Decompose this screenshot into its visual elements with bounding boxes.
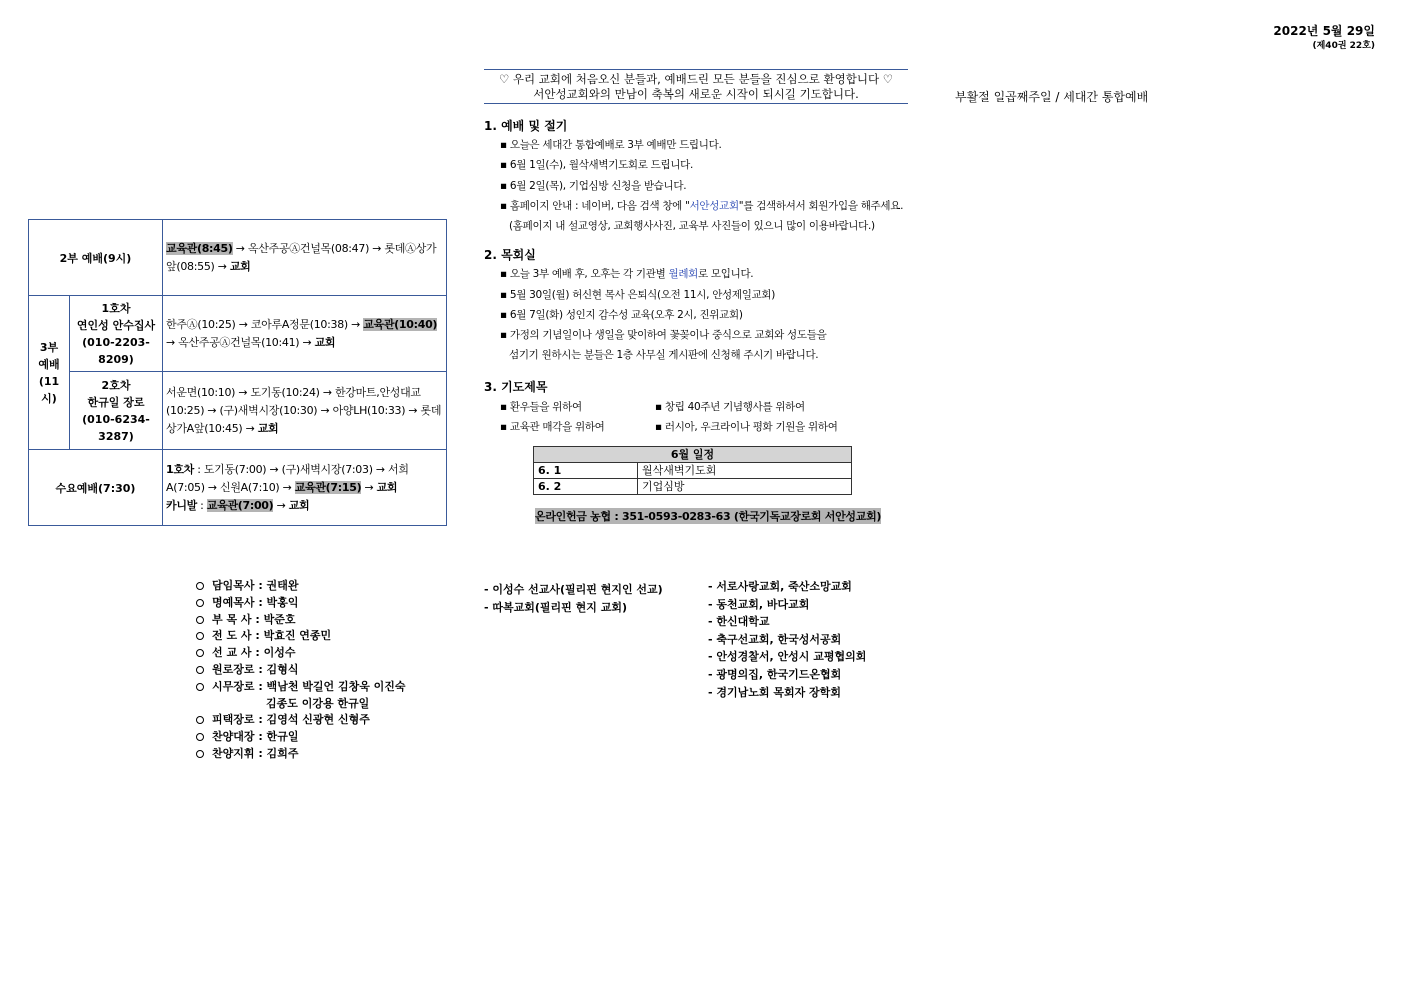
service-subtitle: 부활절 일곱째주일 / 세대간 통합예배 <box>955 90 1149 104</box>
mission-list <box>484 581 663 616</box>
circle-bullet-icon <box>196 716 204 724</box>
partner-list <box>708 578 866 701</box>
circle-bullet-icon <box>196 632 204 640</box>
pastoral-item-2: ▪ 5월 30일(월) 허신현 목사 은퇴식(오전 11시, 안성제일교회) <box>500 289 776 301</box>
schedule-event: 기업심방 <box>638 479 852 495</box>
prayer-item-2: ▪ 창립 40주년 기념행사를 위하여 <box>655 401 805 413</box>
list-item: - 안성경찰서, 안성시 교평협의회 <box>708 650 867 664</box>
bulletin-date: 2022년 5월 29일 <box>1273 24 1375 38</box>
list-item: - 광명의집, 한국기드온협회 <box>708 667 842 681</box>
circle-bullet-icon <box>196 649 204 657</box>
list-item: - 동천교회, 바다교회 <box>708 597 810 611</box>
pastoral-item-4-cont: 섬기기 원하시는 분들은 1층 사무실 게시판에 신청해 주시기 바랍니다. <box>509 349 819 361</box>
service-2-route: 교육관(8:45) → 옥산주공Ⓐ건널목(08:47) → 롯데Ⓐ상가앞(08:55) → 교회 <box>163 220 447 296</box>
wednesday-service-label: 수요예배(7:30) <box>29 450 163 526</box>
pastoral-item-4: ▪ 가정의 기념일이나 생일을 맞이하여 꽃꽂이나 중식으로 교회와 성도들을 <box>500 329 827 341</box>
list-item: - 한신대학교 <box>708 615 770 629</box>
pastoral-item-1: ▪ 오늘 3부 예배 후, 오후는 각 기관별 월례회로 모입니다. <box>500 268 754 280</box>
circle-bullet-icon <box>196 750 204 758</box>
homepage-link[interactable]: 서안성교회 <box>689 200 739 212</box>
circle-bullet-icon <box>196 733 204 741</box>
circle-bullet-icon <box>196 582 204 590</box>
bus-schedule-table <box>28 219 447 526</box>
prayer-item-1: ▪ 환우들을 위하여 <box>500 401 582 413</box>
worship-item-1: ▪ 오늘은 세대간 통합예배로 3부 예배만 드립니다. <box>500 139 722 151</box>
staff-list <box>196 578 406 763</box>
prayer-item-4: ▪ 러시아, 우크라이나 평화 기원을 위하여 <box>655 421 838 433</box>
table-row <box>29 220 447 296</box>
car-1-route: 한주Ⓐ(10:25) → 코아루A정문(10:38) → 교육관(10:40) → 옥산주공Ⓐ건널목(10:41) → 교회 <box>163 296 447 372</box>
monthly-meeting-link: 월례회 <box>668 268 699 280</box>
worship-item-2: ▪ 6월 1일(수), 월삭새벽기도회로 드립니다. <box>500 159 694 171</box>
wednesday-route: 1호차 : 도기동(7:00) → (구)새벽시장(7:03) → 서희A(7:05) → 신원A(7:10) → 교육관(7:15) → 교회 카니발 : 교육관(7:00) → 교회 <box>163 450 447 526</box>
worship-item-3: ▪ 6월 2일(목), 기업심방 신청을 받습니다. <box>500 180 687 192</box>
list-item: 김종도 이강용 한규일 <box>266 696 370 710</box>
list-item: - 경기남노회 목회자 장학회 <box>708 685 841 699</box>
list-item: - 서로사랑교회, 죽산소망교회 <box>708 580 852 593</box>
welcome-line-2: 서안성교회와의 만남이 축복의 새로운 시작이 되시길 기도합니다. <box>533 87 859 101</box>
list-item: 부 목 사 : 박준호 <box>196 612 406 629</box>
list-item: - 이성수 선교사(필리핀 현지인 선교) <box>484 583 663 596</box>
list-item: 전 도 사 : 박효진 연종민 <box>196 628 406 645</box>
pastoral-item-3: ▪ 6월 7일(화) 성인지 감수성 교육(오후 2시, 진위교회) <box>500 309 743 321</box>
schedule-date: 6. 1 <box>534 463 638 479</box>
online-offering-account: 온라인헌금 농협 : 351-0593-0283-63 (한국기독교장로회 서안성교회) <box>535 510 882 523</box>
circle-bullet-icon <box>196 683 204 691</box>
schedule-date: 6. 2 <box>534 479 638 495</box>
table-row <box>29 450 447 526</box>
issue-number: (제40권 22호) <box>1312 41 1375 51</box>
service-2-label: 2부 예배(9시) <box>29 220 163 296</box>
welcome-line-1: ♡ 우리 교회에 처음오신 분들과, 예배드린 모든 분들을 진심으로 환영합니다 ♡ <box>498 72 894 86</box>
list-item: 찬양대장 : 한규일 <box>196 729 406 746</box>
circle-bullet-icon <box>196 666 204 674</box>
list-item: 피택장로 : 김영석 신광현 신형주 <box>196 712 406 729</box>
car-2-info: 2호차 한규일 장로 (010-6234-3287) <box>70 372 163 450</box>
list-item: 원로장로 : 김형식 <box>196 662 406 679</box>
circle-bullet-icon <box>196 616 204 624</box>
list-item: 시무장로 : 백남천 박길언 김창욱 이진숙 <box>196 679 406 696</box>
service-3-label: 3부 예배 (11시) <box>29 296 70 450</box>
section-worship-title: 1. 예배 및 절기 <box>484 119 568 133</box>
list-item: 담임목사 : 권태완 <box>196 578 406 595</box>
table-row <box>534 463 852 479</box>
table-row <box>29 372 447 450</box>
car-2-route: 서운면(10:10) → 도기동(10:24) → 한강마트,안성대교(10:25) → (구)새벽시장(10:30) → 아양LH(10:33) → 롯데상가A앞(10:45) → 교회 <box>163 372 447 450</box>
list-item: 명예목사 : 박홍익 <box>196 595 406 612</box>
schedule-event: 월삭새벽기도회 <box>638 463 852 479</box>
list-item: - 따복교회(필리핀 현지 교회) <box>484 600 627 614</box>
list-item: 찬양지휘 : 김희주 <box>196 746 406 763</box>
table-row <box>29 296 447 372</box>
june-schedule-title: 6월 일정 <box>534 447 852 463</box>
welcome-banner <box>484 69 908 104</box>
section-prayer-title: 3. 기도제목 <box>484 380 548 394</box>
prayer-item-3: ▪ 교육관 매각을 위하여 <box>500 421 605 433</box>
homepage-note: (홈페이지 내 설교영상, 교회행사사진, 교육부 사진들이 있으니 많이 이용바랍니다.) <box>509 220 875 232</box>
list-item: 선 교 사 : 이성수 <box>196 645 406 662</box>
section-pastoral-title: 2. 목회실 <box>484 248 536 262</box>
homepage-notice: ▪ 홈페이지 안내 : 네이버, 다음 검색 창에 "서안성교회"를 검색하셔서 회원가입을 해주세요. <box>500 200 904 212</box>
list-item: - 축구선교회, 한국성서공회 <box>708 632 842 646</box>
circle-bullet-icon <box>196 599 204 607</box>
june-schedule-table <box>533 446 852 495</box>
table-row <box>534 479 852 495</box>
car-1-info: 1호차 연인성 안수집사 (010-2203-8209) <box>70 296 163 372</box>
